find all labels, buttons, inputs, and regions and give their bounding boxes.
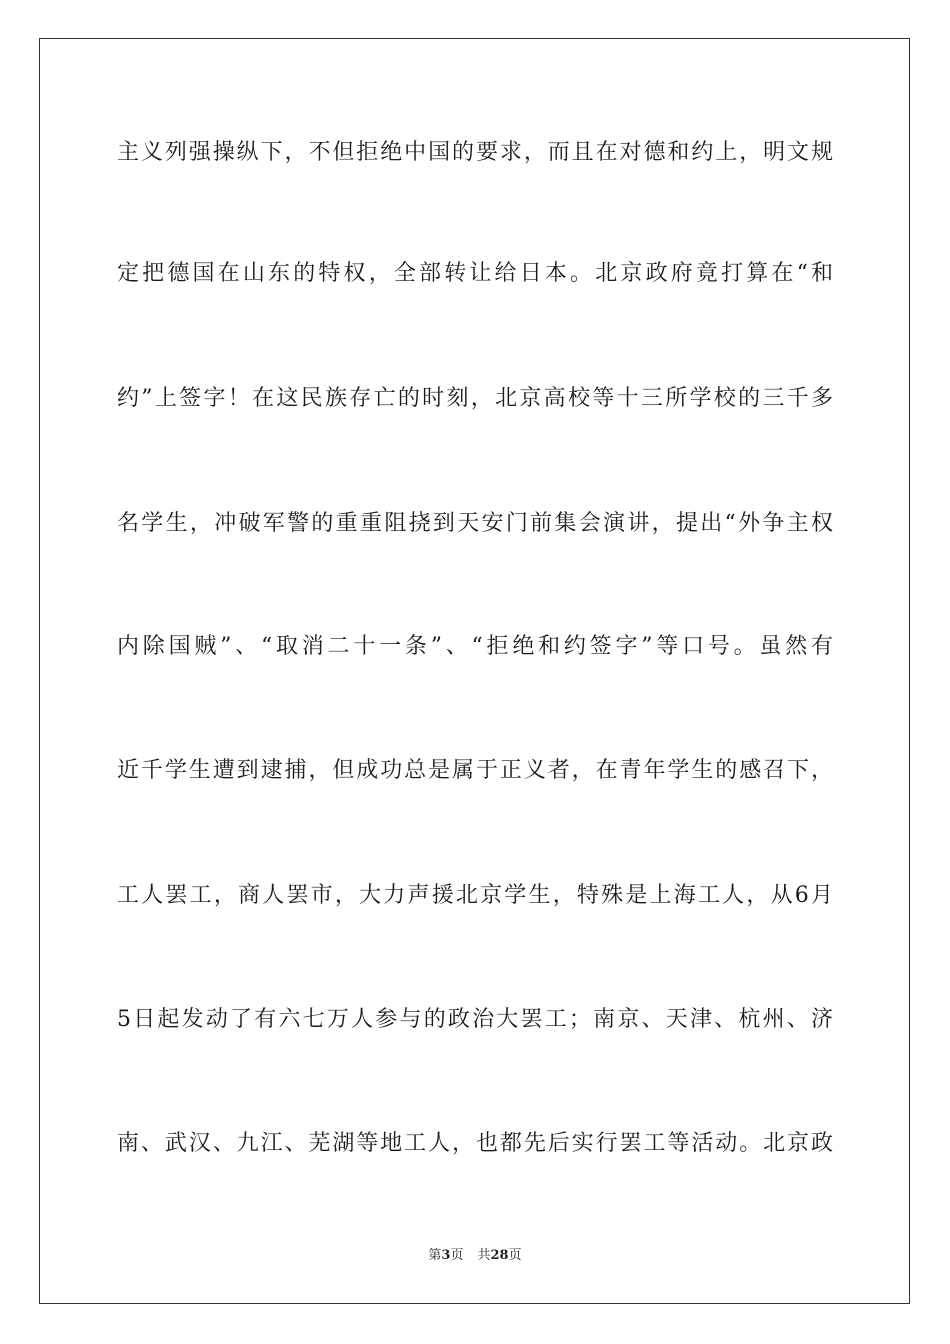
text-line-4: 名学生，冲破军警的重重阻挠到天安门前集会演讲，提出“外争主权 — [117, 511, 833, 536]
text-line-5: 内除国贼”、“取消二十一条”、“拒绝和约签字”等口号。虽然有 — [117, 634, 833, 659]
text-line-9: 南、武汉、九江、芜湖等地工人，也都先后实行罢工等活动。北京政 — [117, 1131, 833, 1156]
text-line-7: 工人罢工，商人罢市，大力声援北京学生，特殊是上海工人，从6月 — [117, 883, 833, 908]
text-line-3: 约”上签字！在这民族存亡的时刻，北京高校等十三所学校的三千多 — [117, 386, 833, 411]
page-prefix: 第 — [428, 1248, 442, 1263]
text-line-6: 近千学生遭到逮捕，但成功总是属于正义者，在青年学生的感召下， — [117, 758, 833, 783]
total-suffix: 页 — [508, 1248, 522, 1263]
page-suffix: 页 — [450, 1248, 464, 1263]
total-prefix: 共 — [477, 1248, 491, 1263]
page-footer — [0, 1248, 950, 1264]
text-line-1: 主义列强操纵下，不但拒绝中国的要求，而且在对德和约上，明文规 — [117, 140, 833, 165]
text-line-8: 5日起发动了有六七万人参与的政治大罢工；南京、天津、杭州、济 — [117, 1007, 833, 1032]
total-pages: 28 — [490, 1248, 509, 1263]
page-border — [39, 38, 910, 1304]
page-number: 3 — [441, 1248, 451, 1263]
text-line-2: 定把德国在山东的特权，全部转让给日本。北京政府竟打算在“和 — [117, 261, 833, 286]
